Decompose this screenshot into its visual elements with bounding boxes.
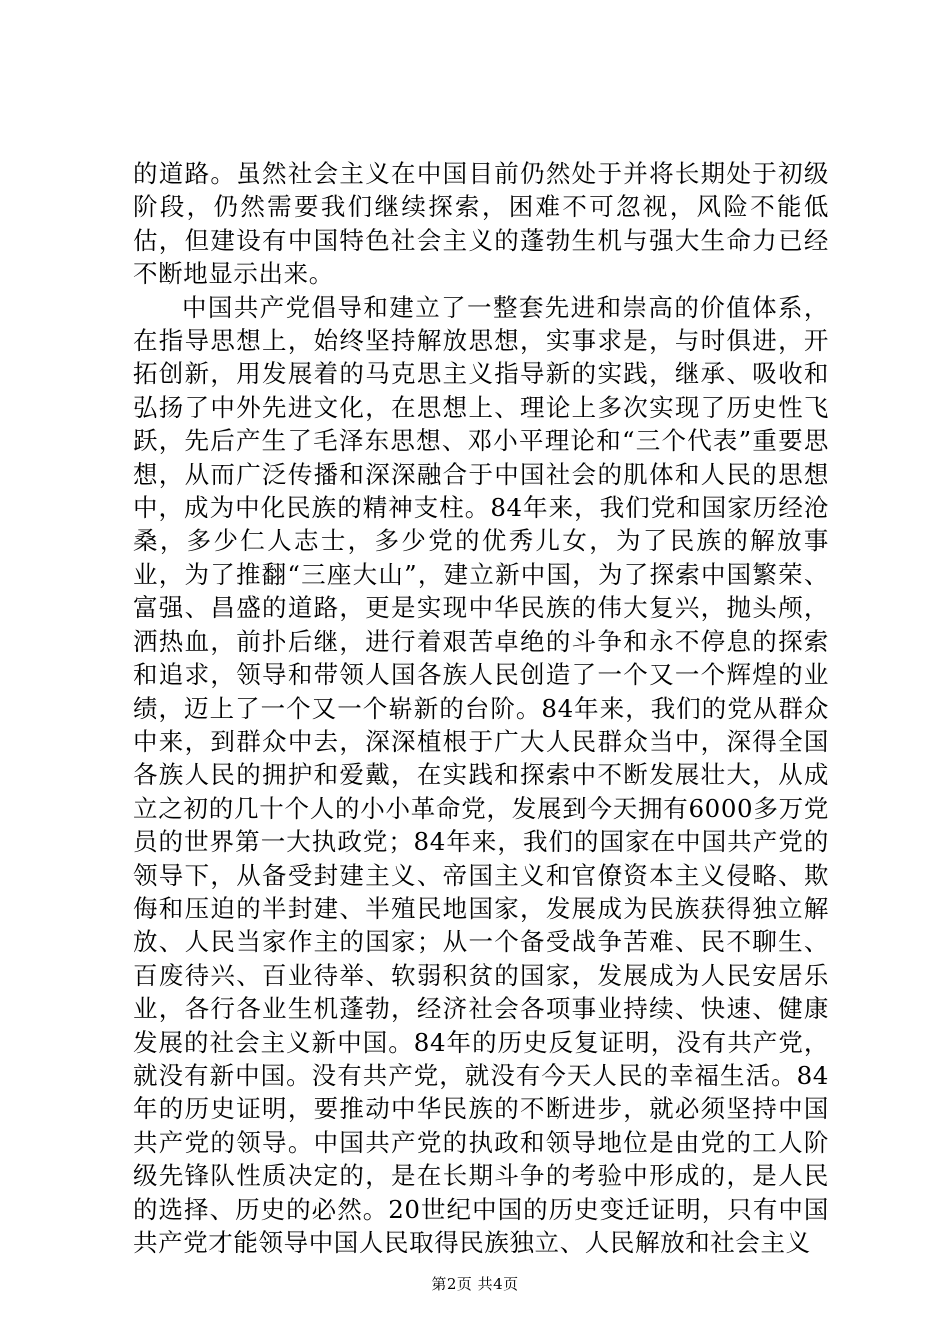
- paragraph: 的道路。虽然社会主义在中国目前仍然处于并将长期处于初级阶段，仍然需要我们继续探索，困难不可忽视，风险不能低估，但建设有中国特色社会主义的蓬勃生机与强大生命力已经不断地显示出来。: [133, 159, 829, 289]
- paragraph: 中国共产党倡导和建立了一整套先进和崇高的价值体系，在指导思想上，始终坚持解放思想，实事求是，与时俱进，开拓创新，用发展着的马克思主义指导新的实践，继承、吸收和弘扬了中外先进文化，在思想上、理论上多次实现了历史性飞跃，先后产生了毛泽东思想、邓小平理论和“三个代表”重要思想，从而广泛传播和深深融合于中国社会的肌体和人民的思想中，成为中化民族的精神支柱。84年来，我们党和国家历经沧桑，多少仁人志士，多少党的优秀儿女，为了民族的解放事业，为了推翻“三座大山”，建立新中国，为了探索中国繁荣、富强、昌盛的道路，更是实现中华民族的伟大复兴，抛头颅，洒热血，前扑后继，进行着艰苦卓绝的斗争和永不停息的探索和追求，领导和带领人国各族人民创造了一个又一个辉煌的业绩，迈上了一个又一个崭新的台阶。84年来，我们的党从群众中来，到群众中去，深深植根于广大人民群众当中，深得全国各族人民的拥护和爱戴，在实践和探索中不断发展壮大，从成立之初的几十个人的小小革命党，发展到今天拥有6000多万党员的世界第一大执政党；84年来，我们的国家在中国共产党的领导下，从备受封建主义、帝国主义和官僚资本主义侵略、欺侮和压迫的半封建、半殖民地国家，发展成为民族获得独立解放、人民当家作主的国家；从一个备受战争苦难、民不聊生、百废待兴、百业待举、软弱积贫的国家，发展成为人民安居乐业，各行各业生机蓬勃，经济社会各项事业持续、快速、健康发展的社会主义新中国。84年的历史反复证明，没有共产党，就没有新中国。没有共产党，就没有今天人民的幸福生活。84年的历史证明，要推动中华民族的不断进步，就必须坚持中国共产党的领导。中国共产党的执政和领导地位是由党的工人阶级先锋队性质决定的，是在长期斗争的考验中形成的，是人民的选择、历史的必然。20世纪中国的历史变迁证明，只有中国共产党才能领导中国人民取得民族独立、人民解放和社会主义: [133, 292, 829, 1257]
- document-body: [133, 157, 829, 1259]
- page-number-footer: 第2页 共4页: [431, 1275, 519, 1293]
